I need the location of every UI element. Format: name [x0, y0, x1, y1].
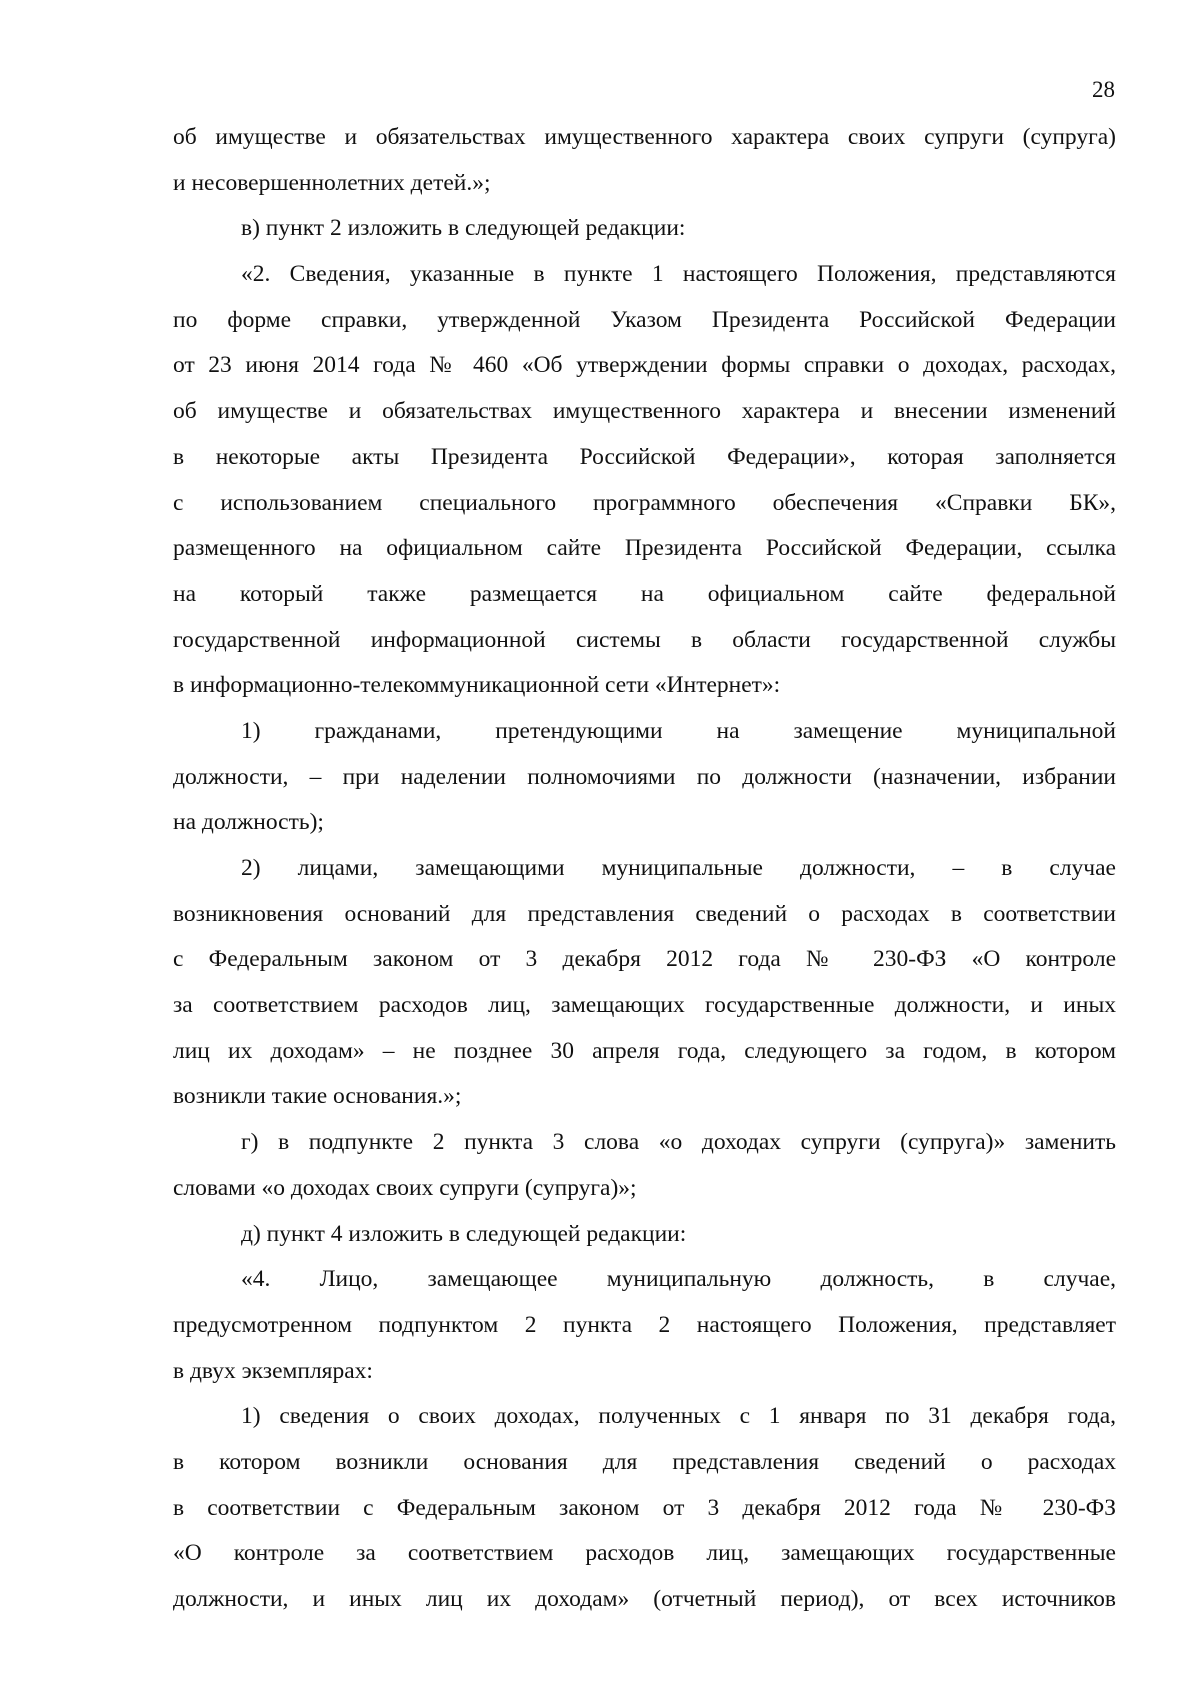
text-line: 2) лицами, замещающими муниципальные должности, – в случае [241, 855, 1116, 881]
text-line: должности, – при наделении полномочиями по должности (назначении, избрании [173, 763, 1116, 790]
text-line: от 23 июня 2014 года № 460 «Об утверждении формы справки о доходах, расходах, [173, 352, 1116, 379]
text-line: в котором возникли основания для представления сведений о расходах [173, 1448, 1116, 1475]
page-number: 28 [1092, 77, 1115, 102]
text-line: «4. Лицо, замещающее муниципальную должность, в случае, [241, 1266, 1116, 1293]
text-line: «2. Сведения, указанные в пункте 1 настоящего Положения, представляются [241, 261, 1116, 288]
text-line: в двух экземплярах: [173, 1357, 373, 1384]
text-line: государственной информационной системы в области государственной службы [173, 626, 1116, 653]
text-line: предусмотренном подпунктом 2 пункта 2 настоящего Положения, представляет [173, 1311, 1116, 1338]
text-line: с Федеральным законом от 3 декабря 2012 года № 230-ФЗ «О контроле [173, 946, 1116, 973]
text-line: на должность); [173, 809, 324, 836]
text-line: лиц их доходам» – не позднее 30 апреля года, следующего за годом, в котором [173, 1037, 1116, 1064]
text-line: об имуществе и обязательствах имущественного характера своих супруги (супруга) [173, 124, 1116, 150]
text-line: в соответствии с Федеральным законом от 3 декабря 2012 года № 230-ФЗ [173, 1494, 1116, 1521]
text-line: 1) гражданами, претендующими на замещение муниципальной [241, 717, 1116, 744]
text-line: за соответствием расходов лиц, замещающих государственные должности, и иных [173, 992, 1116, 1019]
text-line: в информационно-телекоммуникационной сети «Интернет»: [173, 672, 781, 699]
text-line: «О контроле за соответствием расходов лиц, замещающих государственные [173, 1540, 1116, 1567]
text-line: д) пункт 4 изложить в следующей редакции: [241, 1220, 687, 1247]
text-line: размещенного на официальном сайте Президента Российской Федерации, ссылка [173, 535, 1116, 562]
text-line: 1) сведения о своих доходах, полученных с 1 января по 31 декабря года, [241, 1403, 1116, 1430]
text-line: и несовершеннолетних детей.»; [173, 169, 491, 196]
document-body [173, 115, 1116, 1623]
text-line: по форме справки, утвержденной Указом Президента Российской Федерации [173, 306, 1116, 333]
text-line: в) пункт 2 изложить в следующей редакции: [241, 215, 686, 242]
text-line: в некоторые акты Президента Российской Федерации», которая заполняется [173, 443, 1116, 470]
text-line: должности, и иных лиц их доходам» (отчетный период), от всех источников [173, 1586, 1116, 1612]
text-line: словами «о доходах своих супруги (супруга)»; [173, 1174, 637, 1201]
text-line: возникновения оснований для представления сведений о расходах в соответствии [173, 900, 1116, 927]
text-line: г) в подпункте 2 пункта 3 слова «о доходах супруги (супруга)» заменить [241, 1129, 1116, 1156]
text-line: возникли такие основания.»; [173, 1083, 462, 1110]
text-line: на который также размещается на официальном сайте федеральной [173, 580, 1116, 607]
text-line: с использованием специального программного обеспечения «Справки БК», [173, 489, 1116, 516]
text-line: об имуществе и обязательствах имущественного характера и внесении изменений [173, 398, 1116, 425]
